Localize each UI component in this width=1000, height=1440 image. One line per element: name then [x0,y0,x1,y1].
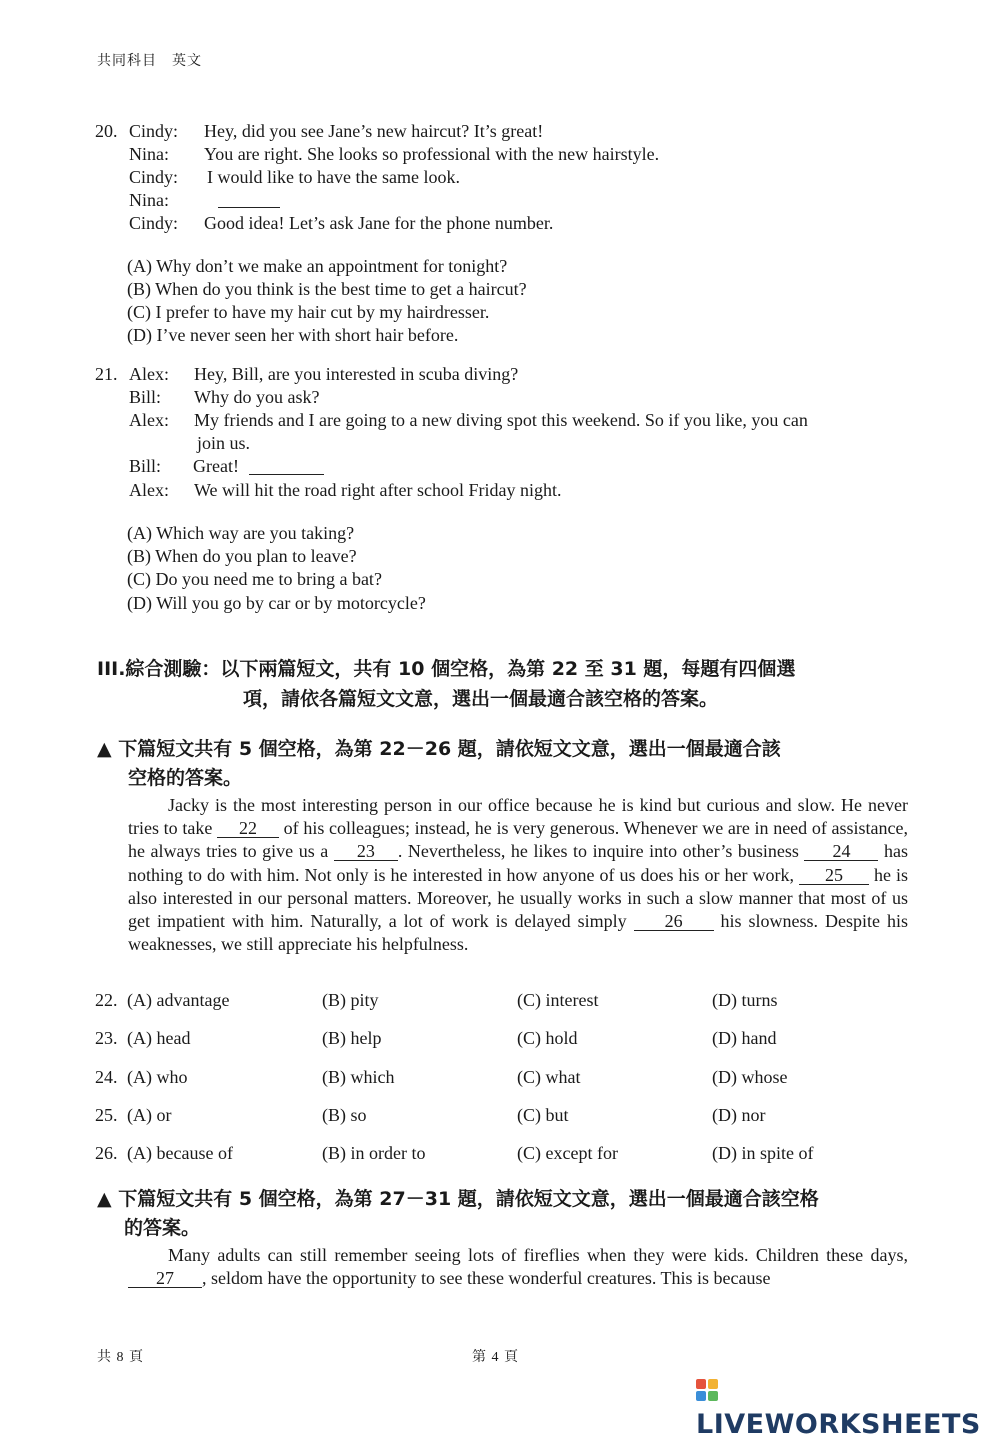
choice-26-a[interactable]: (A) because of [127,1143,233,1163]
passage-sentence: has nothing to do with him. Not only is he interested in how anyone of us does his or her work, [128,841,909,885]
option-20-c[interactable]: (C) I prefer to have my hair cut by my hairdresser. [127,302,490,322]
dialogue-line: join us. [197,433,251,453]
dialogue-line: We will hit the road right after school Friday night. [194,480,562,500]
choice-23-d[interactable]: (D) hand [712,1028,777,1048]
choice-24-a[interactable]: (A) who [127,1067,188,1087]
option-20-d[interactable]: (D) I’ve never seen her with short hair before. [127,325,459,345]
dialogue-line: Hey, Bill, are you interested in scuba diving? [194,364,519,384]
passage2-instruction-cont: 的答案。 [124,1217,201,1239]
choice-25-b[interactable]: (B) so [322,1105,367,1125]
footer-total-pages: 共 8 頁 [97,1350,144,1365]
choice-22-b[interactable]: (B) pity [322,990,379,1010]
dialogue-line: Great! [193,456,239,476]
dialogue-speaker: Cindy: [129,121,179,141]
dialogue-speaker: Nina: [129,144,169,164]
question-number-21: 21. [95,364,118,384]
subject-header: 共同科目 英文 [97,54,202,69]
passage-sentence: his slowness. Despite his weaknesses, we still appreciate his helpfulness. [128,911,908,955]
choice-23-b[interactable]: (B) help [322,1028,382,1048]
dialogue-line: My friends and I are going to a new diving spot this weekend. So if you like, you can [194,410,808,430]
passage-sentence: he is also interested in our personal matters. Moreover, he usually works in such a slow manner that most of us get impatient with him. Naturally, a lot of work is delayed simply [128,864,909,932]
choice-24-c[interactable]: (C) what [517,1067,581,1087]
dialogue-speaker: Alex: [129,480,169,500]
dialogue-speaker: Cindy: [129,213,179,233]
logo-icon [696,1379,720,1405]
choice-number: 23. [95,1028,118,1048]
choice-number: 26. [95,1143,118,1163]
choice-26-b[interactable]: (B) in order to [322,1143,426,1163]
choice-25-c[interactable]: (C) but [517,1105,569,1125]
dialogue-speaker: Alex: [129,410,169,430]
option-21-c[interactable]: (C) Do you need me to bring a bat? [127,569,382,589]
passage2-instruction: ▲ 下篇短文共有 5 個空格，為第 27－31 題，請依短文文意，選出一個最適合該空格 [97,1188,819,1210]
passage-sentence: of his colleagues; instead, he is very generous. Whenever we are in need of assistance, he always tries to give us a [128,818,908,862]
question-number-20: 20. [95,121,118,141]
option-21-b[interactable]: (B) When do you plan to leave? [127,546,357,566]
option-21-a[interactable]: (A) Which way are you taking? [127,523,355,543]
option-21-d[interactable]: (D) Will you go by car or by motorcycle? [127,593,426,613]
choice-number: 22. [95,990,118,1010]
passage1-instruction-cont: 空格的答案。 [128,767,243,789]
option-20-b[interactable]: (B) When do you think is the best time to get a haircut? [127,279,527,299]
blank-22[interactable]: 22 [217,819,279,838]
passage-sentence: . Nevertheless, he likes to inquire into other’s business [397,841,799,862]
passage2-text [128,1244,908,1290]
dialogue-speaker: Cindy: [129,167,179,187]
passage-sentence: Jacky is the most interesting person in our office because he is kind but curious and slow. He never tries to take [128,795,908,839]
choice-number: 24. [95,1067,118,1087]
liveworksheets-logo [696,1378,1000,1440]
choice-26-c[interactable]: (C) except for [517,1143,618,1163]
choice-25-a[interactable]: (A) or [127,1105,172,1125]
choice-22-a[interactable]: (A) advantage [127,990,230,1010]
choice-24-b[interactable]: (B) which [322,1067,395,1087]
dialogue-speaker: Alex: [129,364,169,384]
footer-page-number: 第 4 頁 [472,1350,519,1365]
choice-number: 25. [95,1105,118,1125]
choice-24-d[interactable]: (D) whose [712,1067,788,1087]
choice-23-a[interactable]: (A) head [127,1028,191,1048]
dialogue-line: Why do you ask? [194,387,320,407]
dialogue-line: Good idea! Let’s ask Jane for the phone number. [204,213,554,233]
dialogue-line: You are right. She looks so professional with the new hairstyle. [204,144,660,164]
dialogue-speaker: Bill: [129,456,162,476]
blank-27[interactable]: 27 [128,1269,202,1288]
choice-25-d[interactable]: (D) nor [712,1105,766,1125]
logo-text: LIVEWORKSHEETS [696,1409,981,1440]
blank-24[interactable]: 24 [804,842,878,861]
blank-26[interactable]: 26 [634,912,714,931]
dialogue-line: Hey, did you see Jane’s new haircut? It’s great! [204,121,544,141]
blank-25[interactable]: 25 [799,866,869,885]
answer-blank-21[interactable] [249,474,324,475]
dialogue-speaker: Nina: [129,190,169,210]
choice-26-d[interactable]: (D) in spite of [712,1143,814,1163]
dialogue-speaker: Bill: [129,387,162,407]
blank-23[interactable]: 23 [334,842,398,861]
answer-blank-20[interactable] [218,207,280,208]
passage-sentence: , seldom have the opportunity to see these wonderful creatures. This is because [202,1268,771,1289]
choice-23-c[interactable]: (C) hold [517,1028,578,1048]
section-heading: III.綜合測驗：以下兩篇短文，共有 10 個空格，為第 22 至 31 題，每題有四個選 [97,658,796,680]
choice-22-c[interactable]: (C) interest [517,990,599,1010]
passage1-text [128,794,908,956]
dialogue-line: I would like to have the same look. [207,167,460,187]
passage-sentence: Many adults can still remember seeing lots of fireflies when they were kids. Children these days, [168,1245,908,1265]
option-20-a[interactable]: (A) Why don’t we make an appointment for tonight? [127,256,508,276]
choice-22-d[interactable]: (D) turns [712,990,778,1010]
section-heading-cont: 項，請依各篇短文文意，選出一個最適合該空格的答案。 [243,688,719,710]
passage1-instruction: ▲ 下篇短文共有 5 個空格，為第 22－26 題，請依短文文意，選出一個最適合該 [97,738,781,760]
